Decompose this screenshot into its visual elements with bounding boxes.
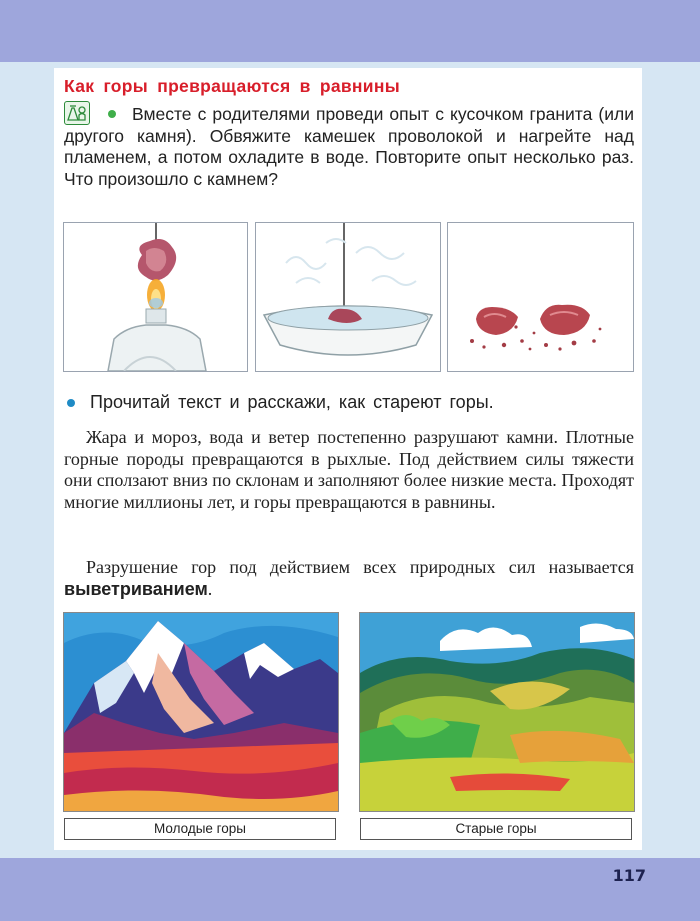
paragraph-2-start: Разрушение гор под действием всех природных сил называется [86, 557, 634, 577]
photo-stone-over-flame [63, 222, 248, 372]
page-number: 117 [612, 866, 646, 885]
top-band [0, 0, 700, 64]
page-heading: Как горы превращаются в равнины [64, 76, 400, 96]
paragraph-2 [64, 557, 634, 600]
paragraph-1: Жара и мороз, вода и ветер постепенно разрушают камни. Плотные горные породы превращаются в рыхлые. Под действием силы тяжести они сползают вниз по склонам и заполняют более низкие места. Проходят многие миллионы лет, и горы превращаются в равнины. [64, 427, 634, 512]
painting-old-mountains [359, 612, 635, 812]
photo-crumbled-stone [447, 222, 634, 372]
paragraph-2-end: . [207, 578, 213, 599]
caption-old-mountains: Старые горы [360, 818, 632, 840]
experiment-text: Вместе с родителями проведи опыт с кусочком гранита (или другого камня). Обвяжите камешек проволокой и нагрейте над пламенем, а потом охладите в воде. Повторите опыт несколько раз. Что произошло с камнем? [64, 104, 634, 189]
blue-bullet-icon [67, 399, 75, 407]
task-text: Прочитай текст и расскажи, как стареют горы. [90, 392, 494, 412]
photo-stone-in-water [255, 222, 441, 372]
painting-young-mountains [63, 612, 339, 812]
bottom-band [0, 858, 700, 921]
caption-young-mountains: Молодые горы [64, 818, 336, 840]
term-weathering: выветриванием [64, 578, 208, 599]
